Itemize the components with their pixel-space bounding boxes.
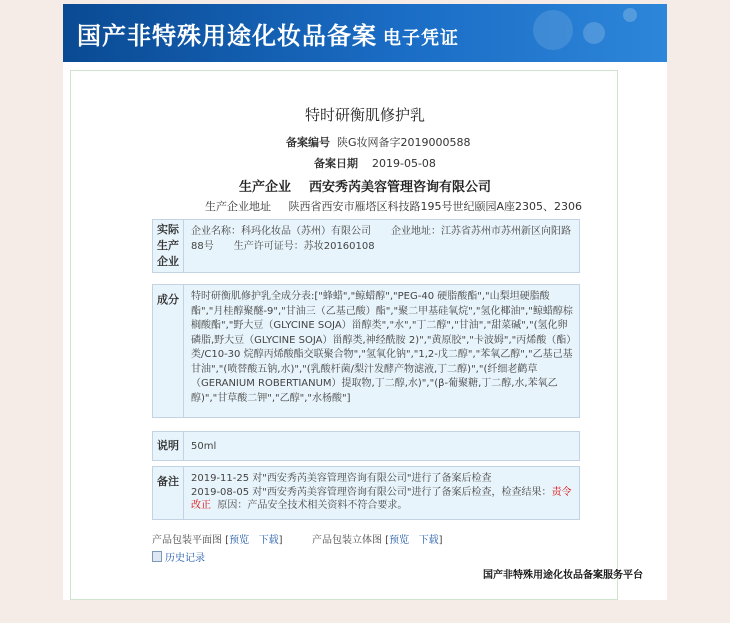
- history-link[interactable]: [152, 549, 205, 564]
- actual-producer-label: 实际生产企业: [153, 220, 184, 272]
- flat-image-label: 产品包装平面图: [152, 535, 222, 546]
- actual-producer-content: [191, 225, 573, 254]
- ingredients-label: 成分: [153, 285, 184, 417]
- remark-entry-text: 2019-08-05 对"西安秀芮美容管理咨询有限公司"进行了备案后检查，检查结果：: [191, 486, 552, 498]
- remarks-content: [191, 472, 573, 513]
- address-value: 陕西省西安市雁塔区科技路195号世纪颐园A座2305、2306: [288, 200, 582, 213]
- remark-entry: 2019-11-25 对"西安秀芮美容管理咨询有限公司"进行了备案后检查: [191, 473, 492, 484]
- description-box: [152, 431, 580, 461]
- manufacturer-label: 生产企业: [238, 180, 291, 195]
- record-date-label: 备案日期: [314, 157, 358, 170]
- ingredients-text: 特时研衡肌修护乳全成分表:["蜂蜡","鲸蜡醇","PEG-40 硬脂酸酯","山梨坦硬脂酸酯","月桂醇聚醚-9","甘油三（乙基己酸）酯","聚二甲基硅氧烷","氢化椰油","鲸蜡醇棕榈酸酯","野大豆（GLYCINE SOJA）甾醇类","水","丁二醇","甘油","甜菜碱","(氢化卵磷脂,野大豆（GLYCINE SOJA）甾醇类,神经酰胺 2)","黄原胶","卡波姆","丙烯酸（酯）类/C10-30 烷醇丙烯酸酯交联聚合物","氢氧化钠","1,2-戊二醇","苯氧乙醇","乙基己基甘油","(喷替酸五钠,水)","(乳酸杆菌/梨汁发酵产物滤液,丁二醇)","(纤细老鹳草（GERANIUM ROBERTIANUM）提取物,丁二醇,水)","(β-葡聚糖,丁二醇,水,苯氧乙醇)","甘草酸二钾","乙醇","水杨酸"]: [191, 291, 573, 404]
- manufacturer: [0, 176, 730, 195]
- record-number-label: 备案编号: [286, 136, 330, 149]
- flat-image-links: 产品包装平面图 [预览 下载]: [152, 535, 283, 546]
- header-subtitle: 电子凭证: [383, 28, 459, 49]
- history-label[interactable]: 历史记录: [165, 553, 205, 564]
- address-label: 生产企业地址: [205, 200, 271, 213]
- flat-image-download-link[interactable]: 下载: [258, 535, 279, 546]
- manufacturer-address: [205, 198, 582, 214]
- molecule-decoration: [583, 22, 605, 44]
- platform-footer: 国产非特殊用途化妆品备案服务平台: [483, 570, 643, 581]
- molecule-decoration: [623, 8, 637, 22]
- manufacturer-name: 西安秀芮美容管理咨询有限公司: [309, 180, 492, 195]
- document-icon: [152, 551, 162, 562]
- record-date: [314, 155, 436, 171]
- molecule-decoration: [533, 10, 573, 50]
- remark-entry: [191, 486, 573, 513]
- remarks-label: 备注: [153, 467, 184, 519]
- record-date-value: 2019-05-08: [372, 157, 436, 170]
- header-title-text: 国产非特殊用途化妆品备案: [77, 21, 377, 50]
- flat-image-preview-link[interactable]: 预览: [229, 535, 250, 546]
- header-title: [77, 16, 459, 51]
- actual-producer-line1: 企业名称：科玛化妆品（苏州）有限公司 企业地址：江苏省苏州市苏州新区向阳路: [191, 226, 571, 237]
- product-name: 特时研衡肌修护乳: [304, 106, 425, 124]
- description-label: 说明: [153, 432, 184, 460]
- solid-image-preview-link[interactable]: 预览: [389, 535, 410, 546]
- solid-image-download-link[interactable]: 下载: [418, 535, 439, 546]
- remark-reason: 原因：产品安全技术相关资料不符合要求。: [217, 500, 408, 511]
- record-number-value: 陕G妆网备字2019000588: [337, 136, 471, 149]
- remarks-box: [152, 466, 580, 520]
- actual-producer-line2: 88号 生产许可证号：苏妆20160108: [191, 240, 375, 252]
- solid-image-label: 产品包装立体图: [312, 535, 382, 546]
- ingredients-box: [152, 284, 580, 418]
- remark-result-status: 责令改正: [191, 486, 572, 511]
- record-number: [286, 134, 471, 150]
- certificate-header: [63, 4, 667, 62]
- solid-image-links: 产品包装立体图 [预览 下载]: [312, 535, 443, 546]
- description-value: 50ml: [191, 441, 217, 452]
- actual-producer-box: [152, 219, 580, 273]
